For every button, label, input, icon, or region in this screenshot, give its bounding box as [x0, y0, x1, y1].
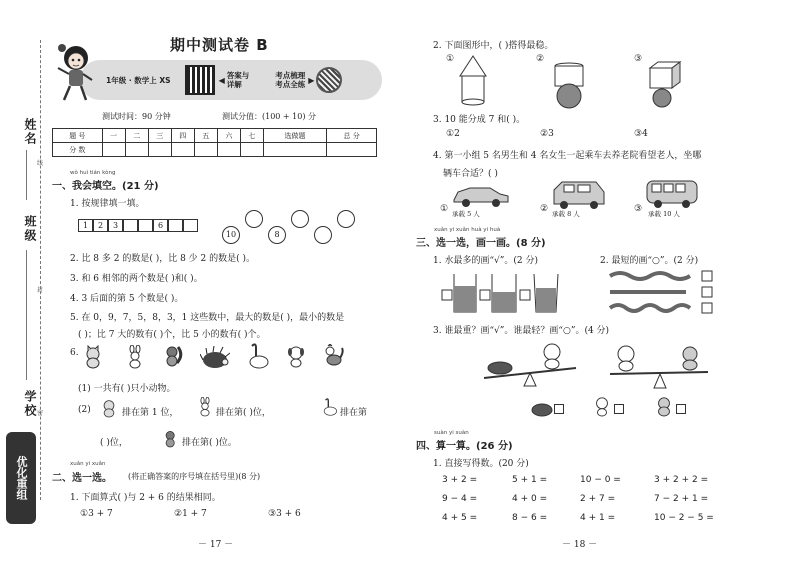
kitten-icon: [654, 394, 674, 418]
table-cell: 题 号: [53, 129, 103, 143]
seq-box: 1: [78, 219, 93, 232]
car-icon: [450, 182, 512, 208]
table-cell: 三: [148, 129, 171, 143]
score-cell[interactable]: [217, 143, 240, 157]
puppy-icon: [592, 394, 612, 418]
s2-q4-option-1[interactable]: ①: [440, 204, 449, 214]
section-3-pinyin: xuǎn yi xuǎn huà yi huà: [434, 227, 501, 233]
wavy-lines: [606, 268, 722, 318]
score-table-row: [53, 143, 377, 157]
s3-q1-text: 1. 水最多的画“√”。(2 分): [433, 256, 538, 266]
calc-item: 3 + 2 + 2 =: [654, 475, 709, 485]
rabbit-icon: [124, 345, 146, 369]
grade-label: 1年级 · 数学上 XS: [106, 75, 171, 85]
answer-box[interactable]: [614, 404, 624, 414]
score-cell[interactable]: [125, 143, 148, 157]
section-1-title: 一、我会填空。(21 分): [52, 181, 159, 192]
cube-on-ball-icon: [644, 58, 684, 108]
answer-box[interactable]: [554, 404, 564, 414]
school-label: 学校: [23, 390, 37, 418]
s2-q2-text: 2. 下面图形中，( )搭得最稳。: [433, 41, 554, 51]
calc-item: 3 + 2 =: [442, 475, 478, 485]
calc-item: 4 + 5 =: [442, 513, 478, 523]
s2-q3-option-3[interactable]: ③4: [634, 129, 648, 139]
goose-icon: [320, 396, 338, 418]
page-number: － 17 －: [198, 540, 234, 550]
calc-item: 4 + 1 =: [580, 513, 616, 523]
q2-text: 2. 比 8 多 2 的数是( )，比 8 少 2 的数是( )。: [70, 254, 256, 264]
table-cell: 二: [125, 129, 148, 143]
class-label: 班级: [23, 215, 37, 243]
s2-q4-option-3[interactable]: ③: [634, 204, 643, 214]
puppy-icon: [285, 344, 307, 368]
chain-circle: 8: [268, 226, 286, 244]
score-cell[interactable]: [240, 143, 263, 157]
chain-circle[interactable]: [291, 210, 309, 228]
badge-icon: [316, 67, 342, 93]
calc-item: 8 − 6 =: [512, 513, 548, 523]
arrow-right-icon: ▶: [308, 75, 315, 85]
kitten-icon: [82, 345, 104, 369]
score-table-header: [53, 129, 377, 143]
calc-item: 5 + 1 =: [512, 475, 548, 485]
q6-part1-text: (1) 一共有( )只小动物。: [78, 384, 176, 394]
rooster-icon: [322, 344, 344, 368]
rabbit-icon: [196, 397, 214, 417]
s2-q4-text-a: 4. 第一小组 5 名男生和 4 名女生一起乘车去养老院看望老人，坐哪: [433, 151, 702, 161]
s2-q1-option-1[interactable]: ①3 + 7: [80, 509, 113, 519]
seq-box: 3: [108, 219, 123, 232]
balance-scale-left: [480, 338, 580, 388]
answer-box: [480, 290, 490, 300]
cartoon-girl-icon: [52, 40, 98, 106]
table-cell: 总 分: [327, 129, 377, 143]
water-containers: [440, 268, 590, 316]
q4-text: 4. 3 后面的第 5 个数是( )。: [70, 294, 184, 304]
brand-logo: 优化重组: [6, 432, 36, 524]
calc-item: 4 + 0 =: [512, 494, 548, 504]
section-4-title: 四、算一算。(26 分): [416, 441, 513, 452]
class-line: [26, 250, 27, 380]
q6-number: 6.: [70, 348, 79, 358]
binding-margin: [0, 0, 50, 570]
table-cell: 选做题: [263, 129, 326, 143]
q6-part2-label: (2): [78, 405, 91, 415]
goose-icon: [244, 342, 270, 370]
s2-q2-option-1[interactable]: ①: [446, 54, 455, 64]
q6-part2-text-b: 排在第( )位，: [216, 408, 271, 418]
section-3-title: 三、选一选，画一画。(8 分): [416, 238, 546, 249]
s2-q3-text: 3. 10 能分成 7 和( )。: [433, 115, 526, 125]
seq-box: 6: [153, 219, 168, 232]
q1-box-sequence: [78, 219, 198, 232]
s2-q2-option-3[interactable]: ③: [634, 54, 643, 64]
right-page: [400, 0, 800, 570]
cut-mark-seal: 封: [37, 287, 44, 294]
score-cell[interactable]: [102, 143, 125, 157]
section-2-pinyin: xuǎn yi xuǎn: [70, 461, 106, 467]
score-cell[interactable]: [327, 143, 377, 157]
calc-item: 7 − 2 + 1 =: [654, 494, 709, 504]
table-cell: 五: [194, 129, 217, 143]
table-cell: 四: [171, 129, 194, 143]
van-icon: [550, 180, 608, 210]
hedgehog-icon: [200, 346, 230, 370]
q1-text: 1. 按规律填一填。: [70, 199, 145, 209]
calc-item: 9 − 4 =: [442, 494, 478, 504]
minibus-icon: [644, 178, 700, 210]
table-cell: 六: [217, 129, 240, 143]
kitten-icon: [100, 398, 118, 418]
seq-box[interactable]: [123, 219, 138, 232]
section-4-pinyin: suàn yi suàn: [434, 430, 469, 436]
q3-text: 3. 和 6 相邻的两个数是( )和( )。: [70, 274, 203, 284]
s2-q1-option-3[interactable]: ③3 + 6: [268, 509, 301, 519]
answer-box: [520, 290, 530, 300]
section-1-pinyin: wǒ huì tián kòng: [70, 170, 116, 176]
seq-box[interactable]: [168, 219, 183, 232]
q6-part2-text-e: 排在第( )位。: [182, 438, 237, 448]
minibus-caption: 承载 10 人: [648, 210, 680, 218]
score-cell[interactable]: [263, 143, 326, 157]
chain-circle[interactable]: [314, 226, 332, 244]
score-cell[interactable]: [171, 143, 194, 157]
page-number: － 18 －: [562, 540, 598, 550]
balance-scale-right: [606, 340, 712, 390]
cylinder-on-sphere-icon: [550, 62, 588, 110]
cone-on-cylinder-icon: [456, 54, 490, 106]
squirrel-icon: [162, 343, 184, 367]
car-caption: 承载 5 人: [452, 210, 480, 218]
s2-q4-option-2[interactable]: ②: [540, 204, 549, 214]
chain-circle[interactable]: [245, 210, 263, 228]
answer-label-2: 详解: [226, 80, 242, 89]
q5-text-b: ( )；比 7 大的数有( )个，比 5 小的数有( )个。: [78, 330, 266, 340]
chain-circle: 10: [222, 226, 240, 244]
seq-box[interactable]: [138, 219, 153, 232]
test-score: 测试分值：(100 + 10) 分: [222, 112, 317, 121]
points-label-2: 考点全练: [275, 80, 306, 89]
score-cell[interactable]: [148, 143, 171, 157]
s3-q2-text: 2. 最短的画“○”。(2 分): [600, 256, 699, 266]
table-cell: 七: [240, 129, 263, 143]
seq-box: 2: [93, 219, 108, 232]
section-2-note: (将正确答案的序号填在括号里)(8 分): [128, 472, 261, 481]
qr-code-icon: [185, 65, 215, 95]
arrow-icon: ◀: [218, 75, 225, 85]
score-cell[interactable]: [194, 143, 217, 157]
q5-text-a: 5. 在 0，9，7，5，8，3，1 这些数中，最大的数是( )，最小的数是: [70, 313, 345, 323]
s2-q1-option-2[interactable]: ②1 + 7: [174, 509, 207, 519]
s2-q3-option-1[interactable]: ①2: [446, 129, 460, 139]
squirrel-icon: [162, 428, 180, 448]
table-cell: 分 数: [53, 143, 103, 157]
table-cell: 一: [102, 129, 125, 143]
name-line: [26, 150, 27, 200]
section-2-title: 二、选一选。: [52, 473, 112, 484]
hamster-icon: [530, 398, 554, 418]
s4-q1-text: 1. 直接写得数。(20 分): [433, 459, 529, 469]
name-label: 姓名: [23, 118, 37, 146]
van-caption: 承载 8 人: [552, 210, 580, 218]
seq-box[interactable]: [183, 219, 198, 232]
calc-item: 10 − 0 =: [580, 475, 621, 485]
q6-part2-text-c: 排在第: [340, 408, 368, 418]
chain-circle[interactable]: [337, 210, 355, 228]
test-time: 测试时间：90 分钟: [102, 112, 171, 121]
answer-label: 答案与: [226, 71, 250, 80]
header-banner: [80, 60, 382, 100]
q6-part2-text-a: 排在第 1 位，: [122, 408, 179, 418]
answer-box[interactable]: [676, 404, 686, 414]
cut-line: [40, 40, 41, 500]
answer-box: [442, 290, 452, 300]
page-title: 期中测试卷 B: [170, 36, 269, 54]
points-label: 考点梳理: [275, 71, 306, 80]
s2-q4-text-b: 辆车合适？( ): [443, 169, 498, 179]
cut-mark-line: 线: [37, 160, 44, 167]
s2-q1-text: 1. 下面算式( )与 2 + 6 的结果相同。: [70, 493, 221, 503]
score-table: [52, 128, 377, 157]
s2-q3-option-2[interactable]: ②3: [540, 129, 554, 139]
calc-item: 2 + 7 =: [580, 494, 616, 504]
calc-item: 10 − 2 − 5 =: [654, 513, 714, 523]
cut-mark-secret: 密: [37, 410, 44, 417]
s2-q2-option-2[interactable]: ②: [536, 54, 545, 64]
q6-part2-text-d: ( )位，: [100, 438, 128, 448]
s3-q3-text: 3. 谁最重？画“√”。谁最轻？画“○”。(4 分): [433, 326, 610, 336]
